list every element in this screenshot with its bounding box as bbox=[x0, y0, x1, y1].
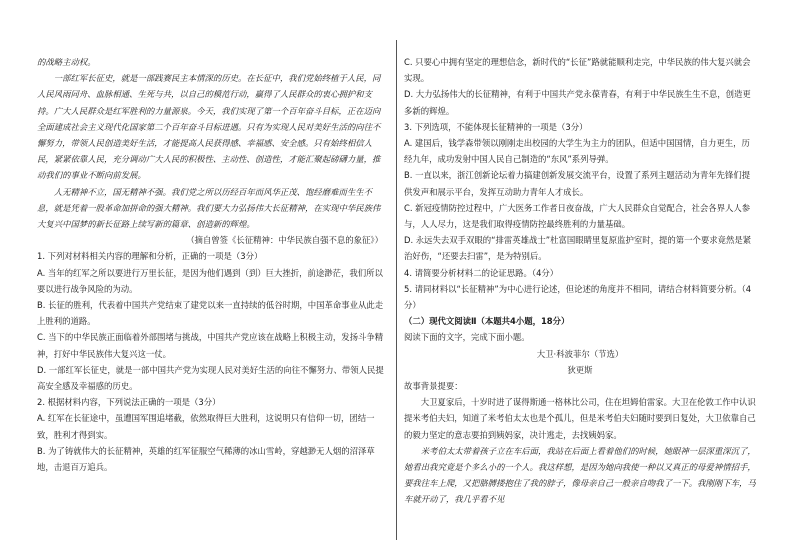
section-intro: 阅读下面的文字，完成下面小题。 bbox=[404, 332, 530, 343]
story-title: 大卫·科波菲尔（节选） bbox=[536, 348, 624, 359]
article-source: （摘自曾签《长征精神：中华民族自强不息的象征》） bbox=[186, 235, 383, 246]
question-1-stem: 1. 下列对材料相关内容的理解和分析，正确的一项是（3分） bbox=[37, 251, 263, 262]
q1-option-d: D. 一部红军长征史，就是一部中国共产党为实现人民对美好生活的向往不懈努力、带领人民提高安全感及幸福感的历史。 bbox=[37, 364, 384, 392]
section-heading: （二）现代文阅读Ⅱ（本题共4小题，18分） bbox=[404, 316, 570, 327]
story-author: 狄更斯 bbox=[567, 364, 593, 375]
q2-option-d: D. 大力弘扬伟大的长征精神，有利于中国共产党永葆青春，有利于中华民族生生不息，创造更多新的辉煌。 bbox=[404, 89, 751, 116]
article-paragraph: 人无精神不立，国无精神不强。我们党之所以历经百年而风华正茂、饱经磨难而生生不息，就是凭着一股革命加拼命的强大精神。我们要大力弘扬伟大长征精神，在实现中华民族伟大复兴中国梦的新长征路上续写新的篇章、创造新的辉煌。 bbox=[37, 186, 381, 230]
question-2-stem: 2. 根据材料内容，下列说法正确的一项是（3分） bbox=[37, 397, 221, 408]
question-5: 5. 请同材料以“长征精神”为中心进行论述，但论述的角度并不相同，请结合材料简要分析。（4分） bbox=[404, 283, 752, 311]
q1-option-a: A. 当年的红军之所以要进行万里长征，是因为他们遇到（到）巨大挫折，前途渺茫，我们所以要以进行战争风险的为动。 bbox=[37, 267, 383, 294]
q3-option-a: A. 建国后，钱学森带领以刚刚走出校园的大学生为主力的团队，但适中国国情，自力更生，历经九年，成功发射中国人民自己制造的“东风”系列导弹。 bbox=[404, 138, 750, 165]
story-text: 米考伯太太带着孩子立在车后面，我站在后面上看着他们的时候，她眼神一层深重深沉了，她看出我究竟是个多么小的一个人。我这样想，是因为她向我使一种以又真正的母爱神情招手，要我往车上爬，又把胳膊搂抱住了我的脖子，像母亲自己一般亲自吻我了一下。我刚刚下车，马车就开动了，我几乎看不见 bbox=[404, 445, 756, 505]
column-divider bbox=[396, 40, 397, 540]
q1-option-c: C. 当下的中华民族正面临着外部围堵与挑战，中国共产党应该在战略上积极主动，发扬斗争精神，打好中华民族伟大复兴这一仗。 bbox=[37, 332, 384, 359]
question-4: 4. 请简要分析材料二的论证思路。（4分） bbox=[404, 267, 559, 278]
left-column bbox=[37, 54, 385, 475]
q1-option-b: B. 长征的胜利，代表着中国共产党结束了建党以来一直持续的低谷时期，中国革命事业从此走上胜利的道路。 bbox=[37, 300, 384, 327]
question-3-stem: 3. 下列选项，不能体现长征精神的一项是（3分） bbox=[404, 121, 588, 132]
article-paragraph: 的战略主动权。 bbox=[37, 57, 96, 67]
q2-option-a: A. 红军在长征途中，虽遭国军围追堵截，依然取得巨大胜利，这说明只有信仰一切，团结一致，胜利才得到实。 bbox=[37, 413, 375, 440]
article-paragraph: 一部红军长征史，就是一部践赛民主本情深的历史。在长征中，我们党始终植于人民，同人民风雨同舟、血脉相通、生死与共，以自己的模范行动，赢得了人民群众的衷心拥护和支持。广大人民群众是红军胜利的力量源泉。今天，我们实现了第一个百年奋斗目标，正在迈向全面建成社会主义现代化国家第二个百年奋斗目标进遇。只有为实现人民对美好生活的向往不懈努力，带领人民创造美好生活，才能提高人民获得感、幸福感、安全感。只有始终相信人民，紧紧依靠人民，充分调动广大人民的积极性、主动性、创造性，才能汇聚起磅礴力量，推动我们的事业不断向前发展。 bbox=[37, 73, 381, 181]
background-label: 故事背景提要： bbox=[404, 381, 463, 392]
q2-option-b: B. 为了铸就伟大的长征精神，英雄的红军征服空气稀薄的冰山雪岭，穿越渺无人烟的沼泽草地，击退百万追兵。 bbox=[37, 445, 375, 473]
q2-option-c: C. 只要心中拥有坚定的理想信念，新时代的“长征”路就能顺利走完，中华民族的伟大复兴就会实现。 bbox=[404, 57, 751, 84]
q3-option-d: D. 永远失去双手双眼的“排雷英雄战士”杜富国眼睛里复原监护室时，提的第一个要求竟然是紧治好伤，“还要去扫雷”，是为特别后。 bbox=[404, 235, 752, 262]
q3-option-c: C. 新冠疫情防控过程中，广大医务工作者日夜奋战，广大人民群众自觉配合，社会各界人人参与，人人尽力，这是我们取得疫情防控最终胜利的力量基础。 bbox=[404, 202, 751, 230]
right-column bbox=[404, 54, 756, 508]
q3-option-b: B. 一直以来，浙江创新论坛着力搞建创新发展交流平台，设置了系列主题活动为青年先锋们提供发声和展示平台，发挥互动助力青年人才成长。 bbox=[404, 170, 751, 197]
background-text: 大卫夏家后，十岁时进了谋得斯通一格林比公司，住在坦姆伯雷家。大卫在伦敦工作中认识提米考伯夫妇，知道了米考伯太太也是个孤儿，但是米考伯夫妇随时要到日复处，大卫依靠自己的毅力坚定的意志要拍到姨妈家，决计逃走，去找姨妈家。 bbox=[404, 397, 756, 440]
